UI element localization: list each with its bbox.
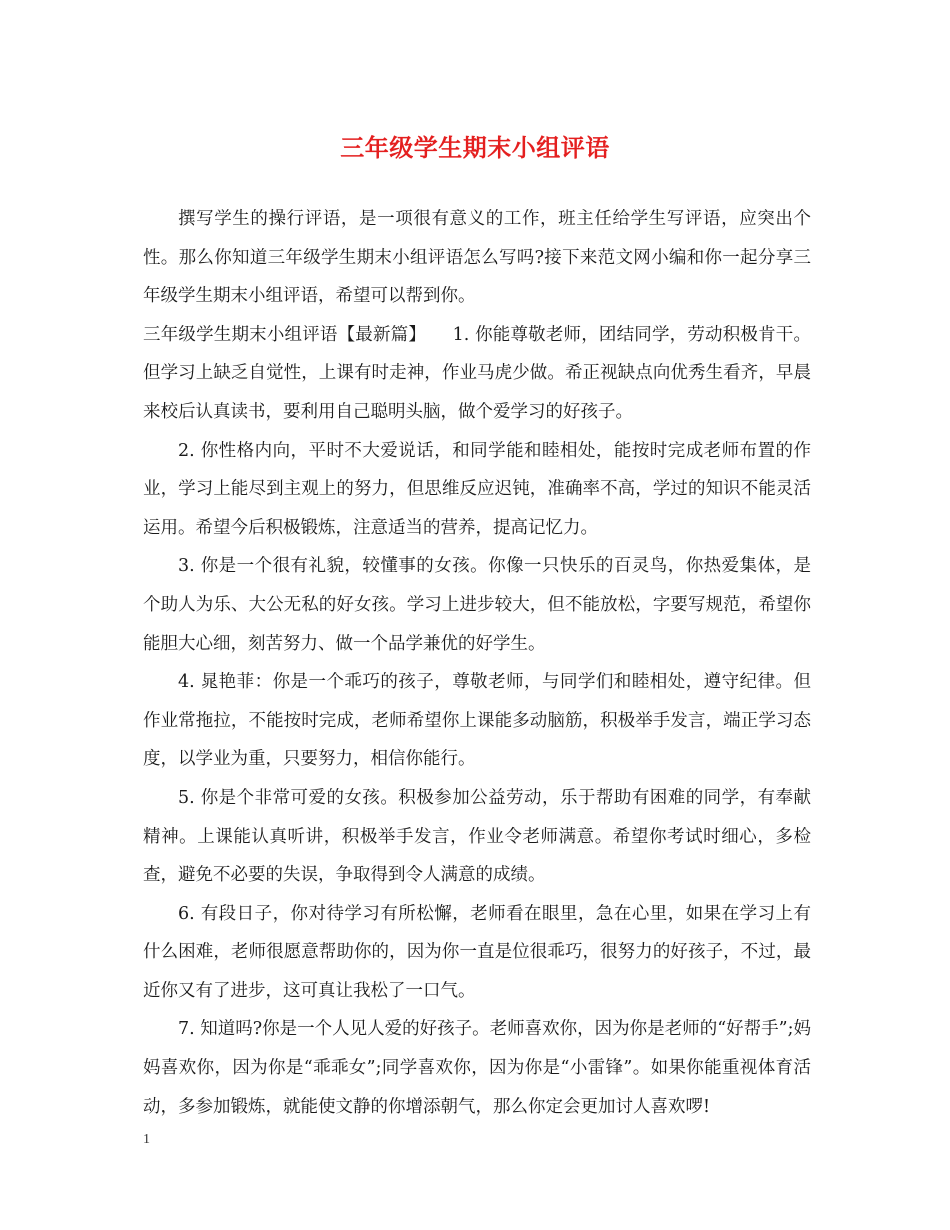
page-number: 1 <box>143 1132 150 1147</box>
document-body <box>143 200 811 1126</box>
paragraph-1: 三年级学生期末小组评语【最新篇】 1. 你能尊敬老师，团结同学，劳动积极肯干。但学习上缺乏自觉性，上课有时走神，作业马虎少做。希正视缺点向优秀生看齐，早晨来校后认真读书，要利用自己聪明头脑，做个爱学习的好孩子。 <box>143 324 811 422</box>
paragraph-3: 3. 你是一个很有礼貌，较懂事的女孩。你像一只快乐的百灵鸟，你热爱集体，是个助人为乐、大公无私的好女孩。学习上进步较大，但不能放松，字要写规范，希望你能胆大心细，刻苦努力、做一个品学兼优的好学生。 <box>143 556 811 654</box>
paragraph-6: 6. 有段日子，你对待学习有所松懈，老师看在眼里，急在心里，如果在学习上有什么困难，老师很愿意帮助你的，因为你一直是位很乖巧，很努力的好孩子，不过，最近你又有了进步，这可真让我松了一口气。 <box>143 903 811 1001</box>
intro-paragraph: 撰写学生的操行评语，是一项很有意义的工作，班主任给学生写评语，应突出个性。那么你知道三年级学生期末小组评语怎么写吗?接下来范文网小编和你一起分享三年级学生期末小组评语，希望可以帮到你。 <box>143 209 811 307</box>
paragraph-7: 7. 知道吗?你是一个人见人爱的好孩子。老师喜欢你，因为你是老师的“好帮手”;妈妈喜欢你，因为你是“乖乖女”;同学喜欢你，因为你是“小雷锋”。如果你能重视体育活动，多参加锻炼，就能使文静的你增添朝气，那么你定会更加讨人喜欢啰! <box>143 1019 811 1117</box>
paragraph-5: 5. 你是个非常可爱的女孩。积极参加公益劳动，乐于帮助有困难的同学，有奉献精神。上课能认真听讲，积极举手发言，作业令老师满意。希望你考试时细心，多检查，避免不必要的失误，争取得到令人满意的成绩。 <box>143 787 811 886</box>
paragraph-4: 4. 晁艳菲：你是一个乖巧的孩子，尊敬老师，与同学们和睦相处，遵守纪律。但作业常拖拉，不能按时完成，老师希望你上课能多动脑筋，积极举手发言，端正学习态度，以学业为重，只要努力，相信你能行。 <box>143 672 811 770</box>
paragraph-2: 2. 你性格内向，平时不大爱说话，和同学能和睦相处，能按时完成老师布置的作业，学习上能尽到主观上的努力，但思维反应迟钝，准确率不高，学过的知识不能灵活运用。希望今后积极锻炼，注意适当的营养，提高记忆力。 <box>143 440 811 538</box>
page-title: 三年级学生期末小组评语 <box>340 133 610 162</box>
